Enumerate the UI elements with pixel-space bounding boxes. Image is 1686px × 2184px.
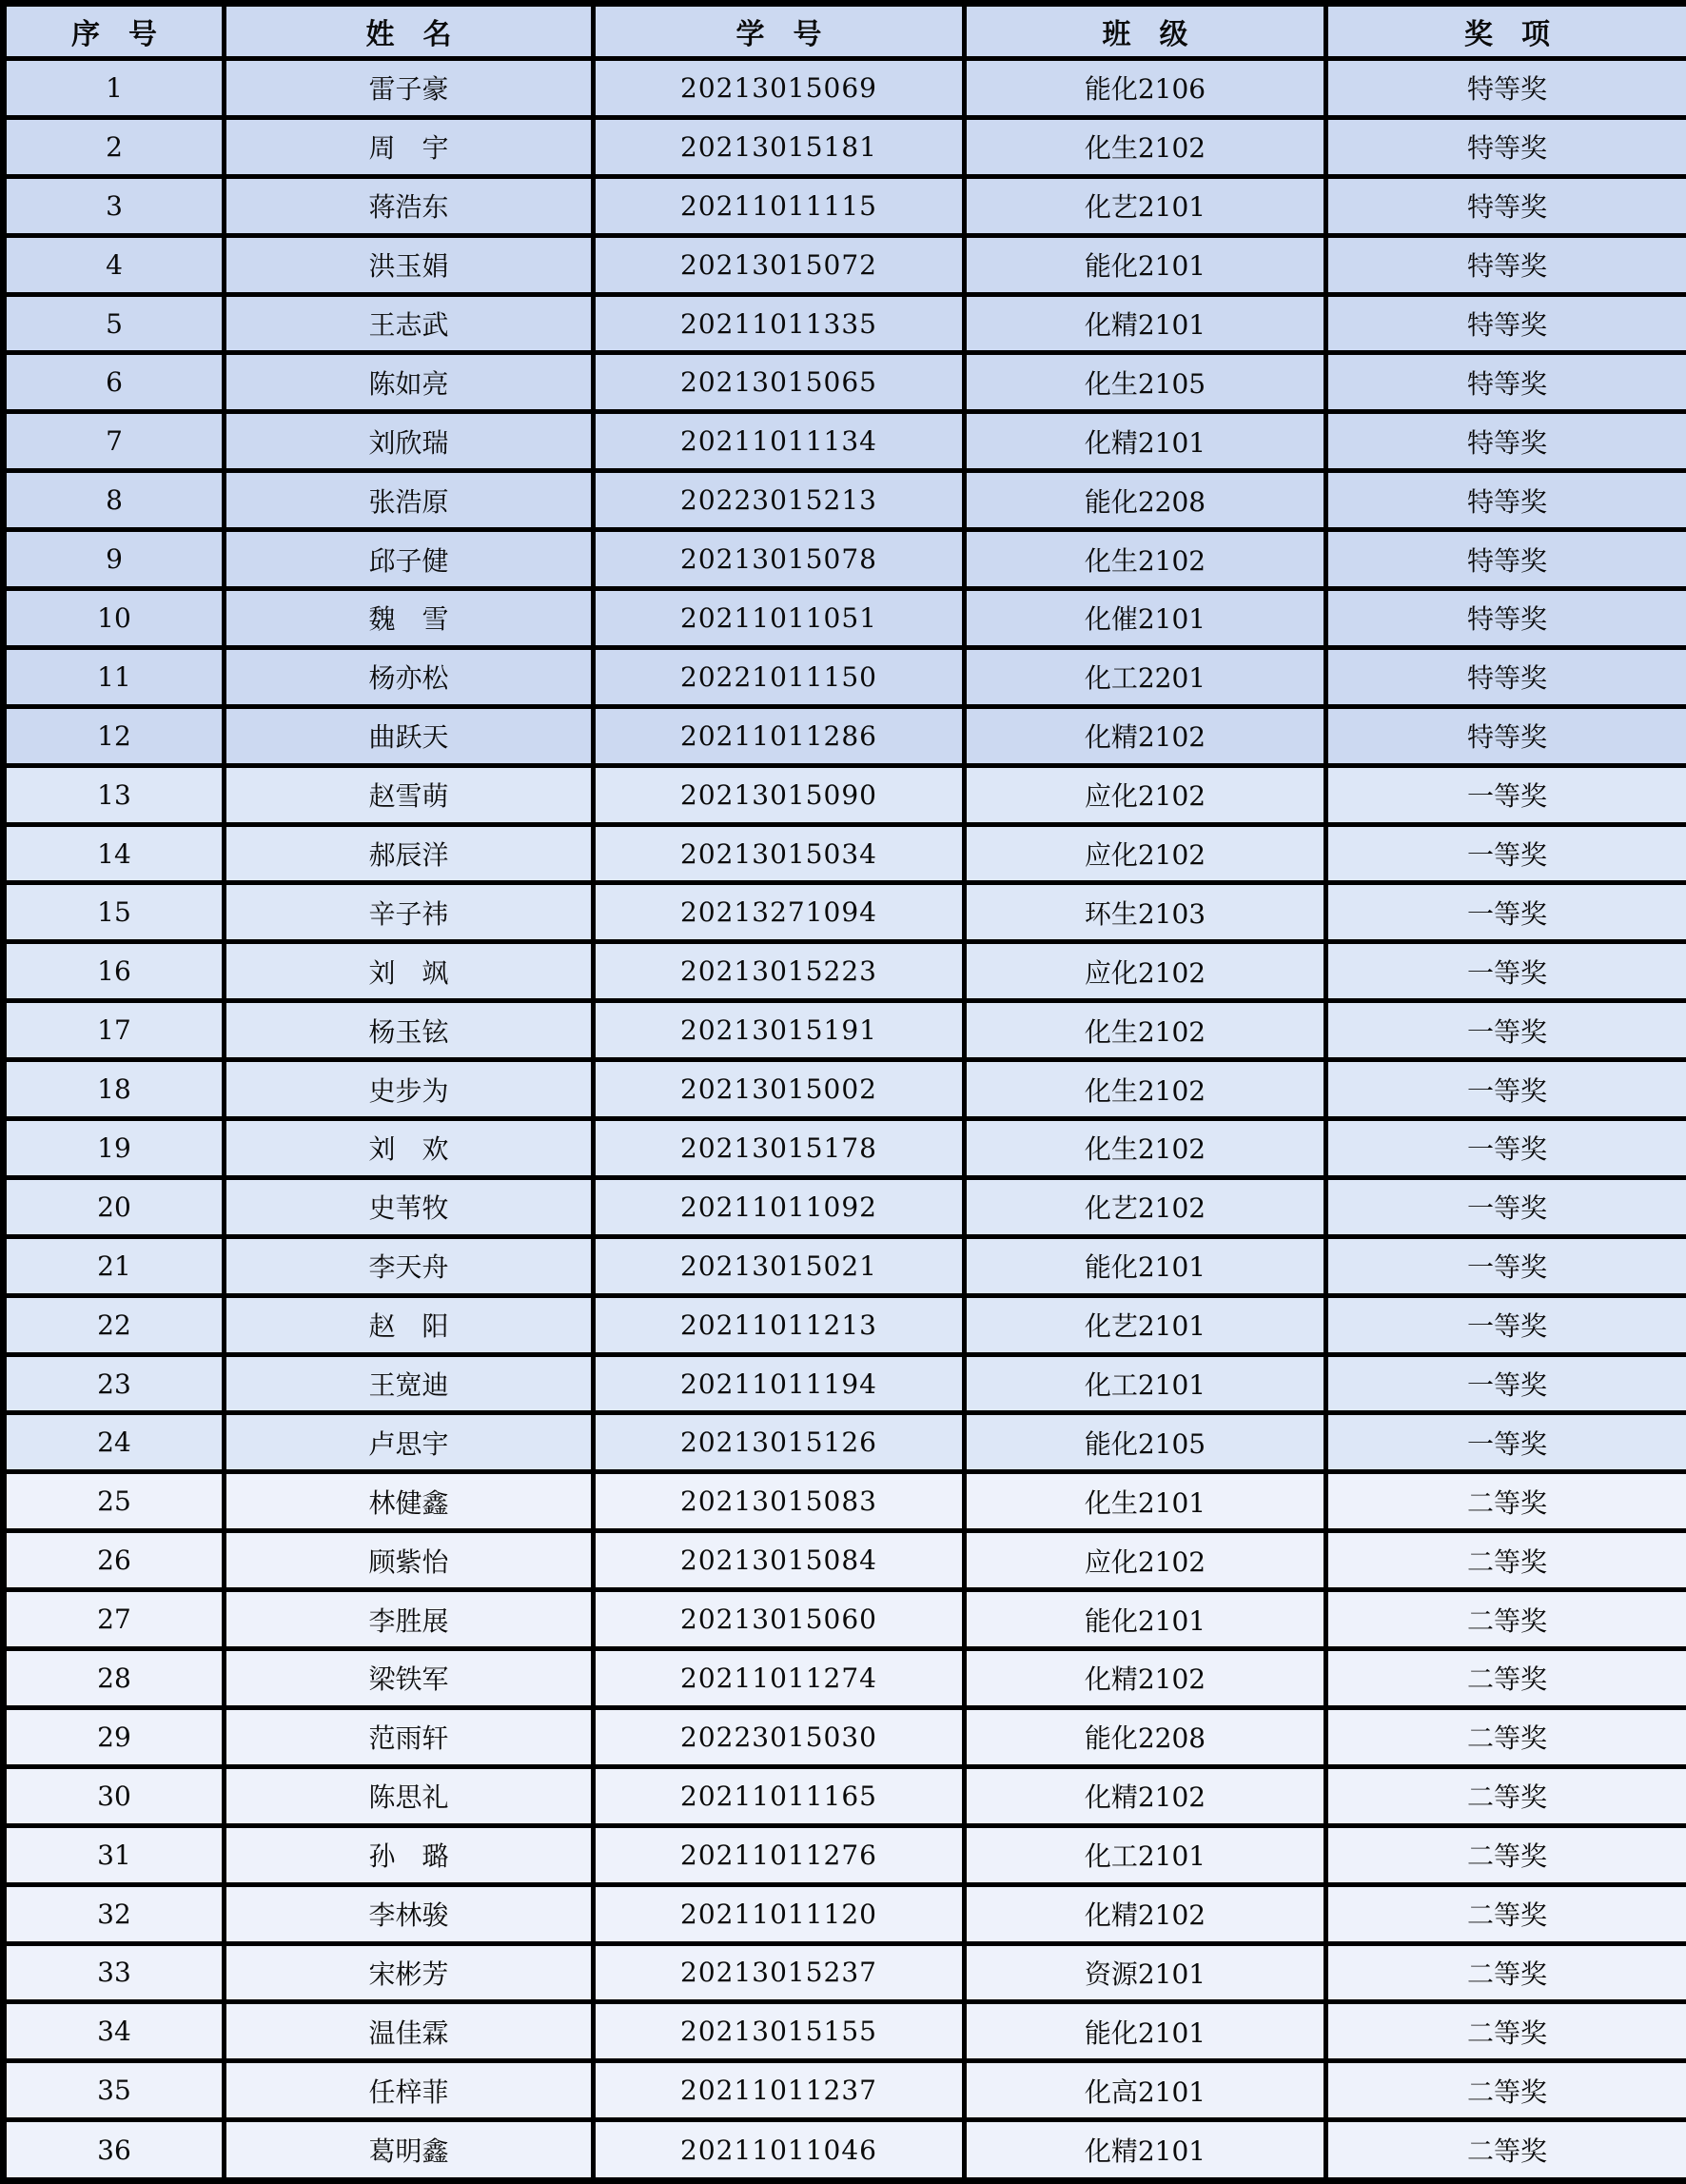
cell-class_name: 化工2201 (965, 647, 1326, 706)
cell-name: 葛明鑫 (225, 2120, 594, 2181)
cell-no: 6 (4, 353, 225, 412)
cell-student_id: 20213015034 (594, 824, 965, 883)
header-row (4, 4, 1686, 59)
table-row (4, 59, 1686, 118)
cell-class_name: 化精2101 (965, 294, 1326, 353)
table-row (4, 1707, 1686, 1766)
cell-class_name: 化生2102 (965, 117, 1326, 176)
cell-no: 1 (4, 59, 225, 118)
cell-no: 30 (4, 1766, 225, 1825)
cell-student_id: 20213015069 (594, 59, 965, 118)
cell-no: 17 (4, 1001, 225, 1060)
cell-student_id: 20213271094 (594, 883, 965, 942)
cell-name: 王宽迪 (225, 1354, 594, 1413)
cell-award: 特等奖 (1326, 59, 1686, 118)
table-row (4, 1825, 1686, 1884)
cell-award: 二等奖 (1326, 1472, 1686, 1531)
cell-class_name: 化精2102 (965, 1766, 1326, 1825)
cell-student_id: 20213015223 (594, 942, 965, 1001)
table-row (4, 824, 1686, 883)
table-row (4, 530, 1686, 589)
cell-no: 21 (4, 1236, 225, 1295)
cell-award: 二等奖 (1326, 1707, 1686, 1766)
table-row (4, 294, 1686, 353)
cell-award: 二等奖 (1326, 2120, 1686, 2181)
cell-no: 29 (4, 1707, 225, 1766)
cell-student_id: 20223015030 (594, 1707, 965, 1766)
cell-class_name: 化生2102 (965, 1060, 1326, 1119)
table-row (4, 117, 1686, 176)
cell-student_id: 20213015126 (594, 1413, 965, 1472)
cell-name: 史步为 (225, 1060, 594, 1119)
cell-class_name: 化艺2102 (965, 1177, 1326, 1236)
cell-award: 一等奖 (1326, 824, 1686, 883)
cell-class_name: 能化2106 (965, 59, 1326, 118)
cell-award: 二等奖 (1326, 1943, 1686, 2002)
cell-class_name: 化生2102 (965, 1001, 1326, 1060)
cell-name: 陈思礼 (225, 1766, 594, 1825)
cell-student_id: 20211011194 (594, 1354, 965, 1413)
cell-name: 邱子健 (225, 530, 594, 589)
table-row (4, 2120, 1686, 2181)
cell-no: 11 (4, 647, 225, 706)
cell-student_id: 20213015021 (594, 1236, 965, 1295)
cell-class_name: 化精2102 (965, 1649, 1326, 1708)
cell-name: 李林骏 (225, 1884, 594, 1943)
cell-student_id: 20211011276 (594, 1825, 965, 1884)
cell-class_name: 应化2102 (965, 1531, 1326, 1590)
cell-name: 梁铁军 (225, 1649, 594, 1708)
table-row (4, 235, 1686, 294)
table-row (4, 1236, 1686, 1295)
cell-no: 25 (4, 1472, 225, 1531)
cell-name: 蒋浩东 (225, 176, 594, 235)
cell-class_name: 化工2101 (965, 1354, 1326, 1413)
cell-student_id: 20211011134 (594, 412, 965, 471)
cell-name: 李天舟 (225, 1236, 594, 1295)
table-row (4, 765, 1686, 824)
table-row (4, 176, 1686, 235)
cell-no: 34 (4, 2002, 225, 2061)
cell-award: 一等奖 (1326, 1177, 1686, 1236)
table-row (4, 2061, 1686, 2120)
cell-award: 特等奖 (1326, 294, 1686, 353)
cell-no: 33 (4, 1943, 225, 2002)
cell-student_id: 20211011051 (594, 589, 965, 648)
cell-student_id: 20211011274 (594, 1649, 965, 1708)
cell-name: 杨亦松 (225, 647, 594, 706)
table-row (4, 1001, 1686, 1060)
column-header-name: 姓 名 (225, 4, 594, 59)
table-row (4, 1295, 1686, 1354)
table-row (4, 1472, 1686, 1531)
cell-name: 顾紫怡 (225, 1531, 594, 1590)
cell-class_name: 化高2101 (965, 2061, 1326, 2120)
cell-name: 宋彬芳 (225, 1943, 594, 2002)
cell-name: 任梓菲 (225, 2061, 594, 2120)
table-row (4, 589, 1686, 648)
cell-award: 二等奖 (1326, 1825, 1686, 1884)
table-row (4, 1060, 1686, 1119)
cell-name: 刘欣瑞 (225, 412, 594, 471)
cell-name: 刘 欢 (225, 1119, 594, 1178)
cell-no: 24 (4, 1413, 225, 1472)
cell-class_name: 资源2101 (965, 1943, 1326, 2002)
cell-no: 5 (4, 294, 225, 353)
cell-no: 3 (4, 176, 225, 235)
cell-award: 一等奖 (1326, 1236, 1686, 1295)
cell-class_name: 化精2101 (965, 412, 1326, 471)
table-row (4, 1413, 1686, 1472)
cell-class_name: 能化2208 (965, 1707, 1326, 1766)
cell-award: 二等奖 (1326, 2002, 1686, 2061)
cell-class_name: 化工2101 (965, 1825, 1326, 1884)
table-row (4, 647, 1686, 706)
cell-award: 特等奖 (1326, 589, 1686, 648)
cell-award: 特等奖 (1326, 235, 1686, 294)
cell-award: 一等奖 (1326, 1119, 1686, 1178)
cell-no: 35 (4, 2061, 225, 2120)
cell-name: 陈如亮 (225, 353, 594, 412)
cell-no: 14 (4, 824, 225, 883)
cell-name: 赵雪萌 (225, 765, 594, 824)
cell-class_name: 环生2103 (965, 883, 1326, 942)
cell-award: 特等奖 (1326, 176, 1686, 235)
cell-student_id: 20211011120 (594, 1884, 965, 1943)
cell-no: 7 (4, 412, 225, 471)
cell-award: 一等奖 (1326, 942, 1686, 1001)
cell-award: 特等奖 (1326, 706, 1686, 765)
cell-award: 二等奖 (1326, 1649, 1686, 1708)
cell-student_id: 20211011115 (594, 176, 965, 235)
table-row (4, 1884, 1686, 1943)
cell-no: 36 (4, 2120, 225, 2181)
cell-no: 26 (4, 1531, 225, 1590)
cell-student_id: 20213015084 (594, 1531, 965, 1590)
cell-class_name: 化生2101 (965, 1472, 1326, 1531)
table-row (4, 1943, 1686, 2002)
cell-class_name: 能化2101 (965, 1590, 1326, 1649)
cell-no: 2 (4, 117, 225, 176)
cell-class_name: 能化2208 (965, 471, 1326, 530)
cell-award: 一等奖 (1326, 1001, 1686, 1060)
cell-student_id: 20213015181 (594, 117, 965, 176)
column-header-award: 奖 项 (1326, 4, 1686, 59)
cell-name: 雷子豪 (225, 59, 594, 118)
cell-name: 孙 璐 (225, 1825, 594, 1884)
cell-student_id: 20213015002 (594, 1060, 965, 1119)
cell-no: 23 (4, 1354, 225, 1413)
cell-student_id: 20213015060 (594, 1590, 965, 1649)
cell-student_id: 20211011046 (594, 2120, 965, 2181)
cell-class_name: 化精2101 (965, 2120, 1326, 2181)
table-row (4, 1649, 1686, 1708)
cell-no: 18 (4, 1060, 225, 1119)
cell-student_id: 20221011150 (594, 647, 965, 706)
cell-no: 12 (4, 706, 225, 765)
cell-award: 二等奖 (1326, 1590, 1686, 1649)
cell-award: 二等奖 (1326, 1766, 1686, 1825)
cell-class_name: 化精2102 (965, 706, 1326, 765)
cell-class_name: 能化2101 (965, 1236, 1326, 1295)
cell-class_name: 化精2102 (965, 1884, 1326, 1943)
cell-class_name: 应化2102 (965, 765, 1326, 824)
cell-no: 19 (4, 1119, 225, 1178)
cell-name: 魏 雪 (225, 589, 594, 648)
cell-no: 16 (4, 942, 225, 1001)
cell-award: 特等奖 (1326, 117, 1686, 176)
cell-student_id: 20213015155 (594, 2002, 965, 2061)
cell-class_name: 化生2102 (965, 530, 1326, 589)
table-row (4, 1531, 1686, 1590)
cell-student_id: 20211011237 (594, 2061, 965, 2120)
column-header-no: 序 号 (4, 4, 225, 59)
cell-name: 曲跃天 (225, 706, 594, 765)
cell-award: 特等奖 (1326, 647, 1686, 706)
table-row (4, 942, 1686, 1001)
cell-no: 15 (4, 883, 225, 942)
cell-award: 特等奖 (1326, 471, 1686, 530)
cell-award: 特等奖 (1326, 412, 1686, 471)
cell-award: 一等奖 (1326, 1060, 1686, 1119)
table-row (4, 353, 1686, 412)
cell-award: 一等奖 (1326, 1354, 1686, 1413)
cell-class_name: 化生2102 (965, 1119, 1326, 1178)
table-row (4, 883, 1686, 942)
cell-student_id: 20213015191 (594, 1001, 965, 1060)
table-row (4, 1766, 1686, 1825)
cell-award: 二等奖 (1326, 2061, 1686, 2120)
cell-name: 杨玉铉 (225, 1001, 594, 1060)
cell-no: 20 (4, 1177, 225, 1236)
cell-student_id: 20211011165 (594, 1766, 965, 1825)
cell-class_name: 化艺2101 (965, 176, 1326, 235)
cell-student_id: 20213015078 (594, 530, 965, 589)
table-row (4, 412, 1686, 471)
cell-no: 27 (4, 1590, 225, 1649)
cell-student_id: 20213015090 (594, 765, 965, 824)
table-row (4, 2002, 1686, 2061)
cell-name: 刘 飒 (225, 942, 594, 1001)
cell-name: 赵 阳 (225, 1295, 594, 1354)
cell-name: 周 宇 (225, 117, 594, 176)
cell-no: 10 (4, 589, 225, 648)
cell-no: 28 (4, 1649, 225, 1708)
cell-student_id: 20211011213 (594, 1295, 965, 1354)
cell-class_name: 能化2105 (965, 1413, 1326, 1472)
cell-student_id: 20213015178 (594, 1119, 965, 1178)
cell-award: 一等奖 (1326, 883, 1686, 942)
table-body (4, 59, 1686, 2181)
cell-no: 9 (4, 530, 225, 589)
cell-award: 特等奖 (1326, 353, 1686, 412)
cell-name: 温佳霖 (225, 2002, 594, 2061)
cell-class_name: 能化2101 (965, 2002, 1326, 2061)
cell-no: 4 (4, 235, 225, 294)
cell-no: 32 (4, 1884, 225, 1943)
cell-student_id: 20223015213 (594, 471, 965, 530)
cell-student_id: 20213015083 (594, 1472, 965, 1531)
cell-award: 一等奖 (1326, 1413, 1686, 1472)
cell-no: 8 (4, 471, 225, 530)
table-row (4, 1119, 1686, 1178)
cell-no: 31 (4, 1825, 225, 1884)
cell-class_name: 化艺2101 (965, 1295, 1326, 1354)
cell-name: 洪玉娟 (225, 235, 594, 294)
cell-name: 张浩原 (225, 471, 594, 530)
cell-name: 史苇牧 (225, 1177, 594, 1236)
cell-name: 郝辰洋 (225, 824, 594, 883)
cell-no: 22 (4, 1295, 225, 1354)
cell-award: 二等奖 (1326, 1884, 1686, 1943)
column-header-class: 班 级 (965, 4, 1326, 59)
cell-class_name: 能化2101 (965, 235, 1326, 294)
cell-name: 辛子祎 (225, 883, 594, 942)
cell-name: 卢思宇 (225, 1413, 594, 1472)
cell-student_id: 20211011092 (594, 1177, 965, 1236)
table-row (4, 1590, 1686, 1649)
cell-name: 王志武 (225, 294, 594, 353)
cell-student_id: 20213015237 (594, 1943, 965, 2002)
cell-name: 李胜展 (225, 1590, 594, 1649)
table-row (4, 1354, 1686, 1413)
cell-award: 一等奖 (1326, 765, 1686, 824)
cell-class_name: 化生2105 (965, 353, 1326, 412)
cell-class_name: 化催2101 (965, 589, 1326, 648)
cell-class_name: 应化2102 (965, 824, 1326, 883)
cell-award: 一等奖 (1326, 1295, 1686, 1354)
cell-award: 二等奖 (1326, 1531, 1686, 1590)
cell-class_name: 应化2102 (965, 942, 1326, 1001)
cell-student_id: 20213015065 (594, 353, 965, 412)
cell-award: 特等奖 (1326, 530, 1686, 589)
column-header-student-id: 学 号 (594, 4, 965, 59)
table-row (4, 471, 1686, 530)
table-row (4, 706, 1686, 765)
cell-student_id: 20211011335 (594, 294, 965, 353)
cell-no: 13 (4, 765, 225, 824)
table-row (4, 1177, 1686, 1236)
cell-student_id: 20213015072 (594, 235, 965, 294)
cell-student_id: 20211011286 (594, 706, 965, 765)
cell-name: 林健鑫 (225, 1472, 594, 1531)
cell-name: 范雨轩 (225, 1707, 594, 1766)
